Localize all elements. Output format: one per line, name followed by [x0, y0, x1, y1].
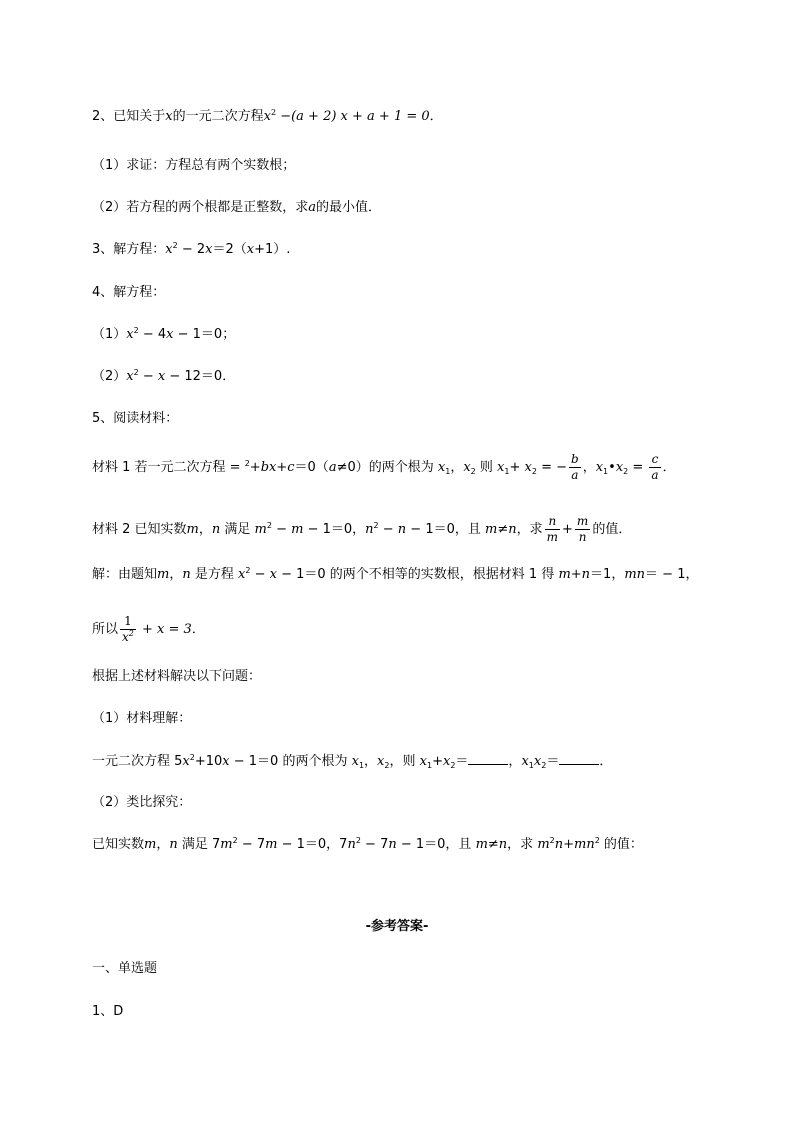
- q2-stem: 2、已知关于x的一元二次方程$x^2 -(a + 2) x + a + 1 = 0$．: [92, 108, 443, 124]
- so-line: 所以 $\frac{1}{x^2}$ + x = 3．: [92, 614, 205, 644]
- q2-part2: （2）若方程的两个根都是正整数，求a的最小值．: [92, 200, 382, 215]
- part1-question: 一元二次方程 $5x^2+10x - 1=0$ 的两个根为 $x_1$，$x_2$，则 $x_1+x_2=$ ，$x_1x_2=$ ．: [92, 753, 613, 770]
- q4-part1: $(1)x^2 - 4x - 1=0$；: [92, 326, 236, 342]
- q4-part2: $(2)x^2 - x - 12=0$．: [92, 368, 236, 384]
- answers-title: -参考答案-: [365, 919, 429, 934]
- equation: −(a + 2) x + a + 1 = 0: [276, 109, 430, 124]
- solution-line: 解：由题知m，n 是方程 $x^2 - x - 1=0$ 的两个不相等的实数根，根据材料 1 得 m+n＝1，mn＝ − 1，: [92, 566, 699, 582]
- solve-instruction: 根据上述材料解决以下问题：: [92, 669, 262, 684]
- fraction-c-over-a: $\frac{c}{a}$: [651, 452, 659, 482]
- answers-section: 一、单选题: [92, 961, 158, 976]
- q4-title: 4、解方程：: [92, 285, 166, 300]
- material-1: 材料 1 若一元二次方程 = $^2$+bx+c＝0（a≠0）的两个根为 $x_1$，$x_2$ 则 $x_1+ x_2$ = − $\frac{b}{a}$ ，$x_1•x_2$ = $\frac{c}{a}$ ．: [92, 452, 676, 482]
- fraction-b-over-a: $\frac{b}{a}$: [571, 452, 579, 482]
- answer-1: 1、D: [92, 1004, 124, 1019]
- q2-part1: （1）求证：方程总有两个实数根；: [92, 158, 296, 173]
- fraction-m-over-n: $\frac{m}{n}$: [576, 514, 589, 544]
- material-2: 材料 2 已知实数m，n 满足 $m^2 - m - 1=0$，$n^2 - n - 1=0$，且 m≠n，求 $\frac{n}{m}$ + $\frac{m}{n}$ 的值．: [92, 514, 632, 544]
- answer-blank-sum[interactable]: [468, 752, 508, 765]
- q5-title: 5、阅读材料：: [92, 411, 179, 426]
- part2-question: 已知实数m，n 满足 $7m^2 - 7m - 1=0$，$7n^2 - 7n - 1=0$，且 m≠n，求 $m^2n+mn^2$ 的值：: [92, 836, 643, 852]
- q3: 3、解方程：$x^2 - 2x=2(x+1)$.: [92, 241, 291, 257]
- answer-blank-product[interactable]: [559, 752, 599, 765]
- part2-label: （2）类比探究：: [92, 795, 192, 810]
- fraction-n-over-m: $\frac{n}{m}$: [546, 514, 559, 544]
- fraction-1-over-x2: $\frac{1}{x^2}$: [122, 614, 134, 644]
- part1-label: （1）材料理解：: [92, 711, 192, 726]
